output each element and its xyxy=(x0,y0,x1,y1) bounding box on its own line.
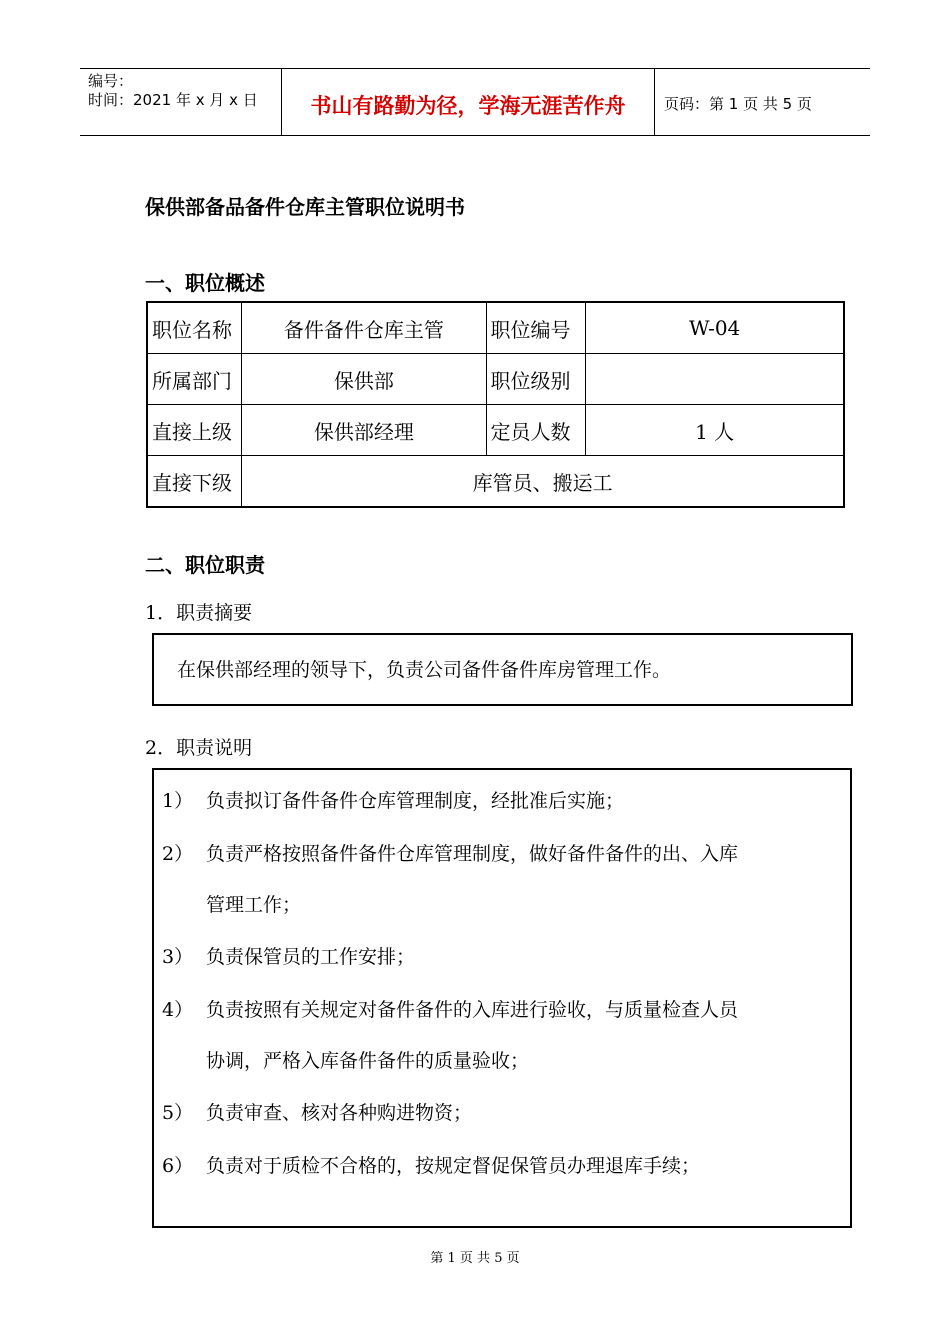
duty-text: 负责拟订备件备件仓库管理制度，经批准后实施； xyxy=(206,790,625,812)
cell-headcount-value: 1 人 xyxy=(586,405,844,456)
cell-position-name-label: 职位名称 xyxy=(147,302,242,354)
cell-level-value xyxy=(586,354,844,405)
cell-headcount-label: 定员人数 xyxy=(486,405,586,456)
header-top-rule xyxy=(80,68,870,69)
duty-text-continued: 协调，严格入库备件备件的质量验收； xyxy=(206,1050,530,1072)
cell-position-name-value: 备件备件仓库主管 xyxy=(242,302,486,354)
duty-number: 3） xyxy=(162,946,194,968)
cell-department-value: 保供部 xyxy=(242,354,486,405)
header-divider-left xyxy=(281,68,282,136)
duty-text-continued: 管理工作； xyxy=(206,894,302,916)
table-row xyxy=(147,405,844,456)
cell-superior-value: 保供部经理 xyxy=(242,405,486,456)
table-row xyxy=(147,456,844,508)
header-number-label: 编号： xyxy=(88,72,134,90)
section2-heading: 二、职位职责 xyxy=(145,553,265,577)
page-footer: 第 1 页 共 5 页 xyxy=(430,1251,520,1266)
duty-number: 2） xyxy=(162,843,194,865)
header-divider-right xyxy=(654,68,655,136)
summary-heading: 1．职责摘要 xyxy=(145,602,253,624)
header-motto: 书山有路勤为径，学海无涯苦作舟 xyxy=(310,94,626,118)
summary-text: 在保供部经理的领导下，负责公司备件备件库房管理工作。 xyxy=(177,659,672,681)
duty-number: 5） xyxy=(162,1102,194,1124)
cell-position-code-label: 职位编号 xyxy=(486,302,586,354)
duty-number: 6） xyxy=(162,1155,194,1177)
duty-text: 负责保管员的工作安排； xyxy=(206,946,416,968)
position-overview-table xyxy=(146,301,845,508)
duty-text: 负责对于质检不合格的，按规定督促保管员办理退库手续； xyxy=(206,1155,701,1177)
document-title: 保供部备品备件仓库主管职位说明书 xyxy=(145,195,465,219)
cell-superior-label: 直接上级 xyxy=(147,405,242,456)
duty-text: 负责严格按照备件备件仓库管理制度，做好备件备件的出、入库 xyxy=(206,843,739,865)
cell-level-label: 职位级别 xyxy=(486,354,586,405)
cell-position-code-value: W-04 xyxy=(586,302,844,354)
section1-heading: 一、职位概述 xyxy=(145,271,265,295)
duty-number: 4） xyxy=(162,999,194,1021)
duty-text: 负责审查、核对各种购进物资； xyxy=(206,1102,473,1124)
cell-department-label: 所属部门 xyxy=(147,354,242,405)
table-row xyxy=(147,302,844,354)
header-bottom-rule xyxy=(80,135,870,136)
table-row xyxy=(147,354,844,405)
cell-subordinate-value: 库管员、搬运工 xyxy=(242,456,844,508)
header-page-info: 页码：第 1 页 共 5 页 xyxy=(664,95,812,113)
description-heading: 2．职责说明 xyxy=(145,737,253,759)
cell-subordinate-label: 直接下级 xyxy=(147,456,242,508)
duty-text: 负责按照有关规定对备件备件的入库进行验收，与质量检查人员 xyxy=(206,999,739,1021)
duty-number: 1） xyxy=(162,790,194,812)
header-time-label: 时间：2021 年 x 月 x 日 xyxy=(88,91,258,109)
